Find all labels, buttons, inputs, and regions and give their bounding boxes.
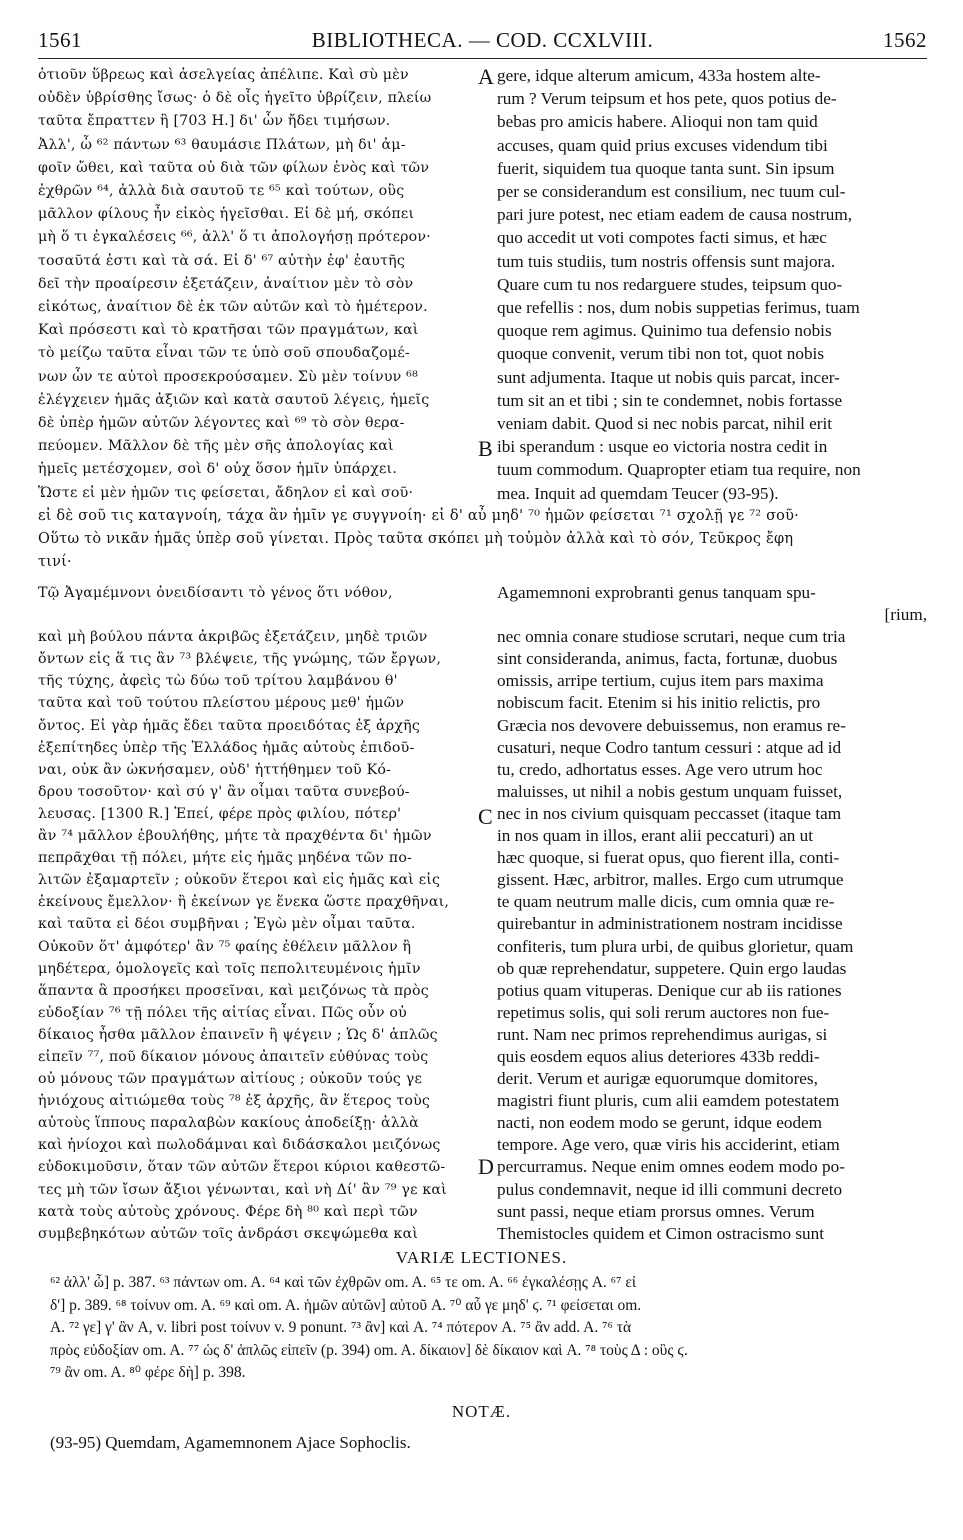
latin-line: per se considerandum est consilium, nec tuum cul-	[497, 182, 846, 202]
greek-line: λιτῶν ἐξαμαρτεῖν ; οὐκοῦν ἕτεροι καὶ εἰς ἡμᾶς καὶ εἰς	[38, 872, 441, 889]
greek-line: τες μὴ τῶν ἴσων ἄξιοι γένωνται, καὶ νὴ Δί' ἂν ⁷⁹ γε καὶ	[38, 1181, 447, 1198]
latin-line: sint consideranda, animus, facta, fortunæ, duobus	[497, 649, 838, 669]
greek-line: καὶ ἡνίοχοι καὶ πωλοδάμναι καὶ διδάσκαλοι μειζόνως	[38, 1137, 441, 1154]
full-width-line: τινί·	[38, 554, 72, 570]
latin-line: te quam neutrum malle dicis, cum omnia quæ re-	[497, 892, 835, 912]
latin-line: percurramus. Neque enim omnes eodem modo po-	[497, 1157, 845, 1177]
greek-line: δρου τοσοῦτον· καὶ σύ γ' ἂν οἶμαι ταῦτα συνεβού-	[38, 783, 410, 800]
greek-line: ταῦτα ἔπραττεν ἢ [703 H.] δι' ὧν ἤδει τιμήσων.	[38, 113, 391, 130]
greek-line: οὐδὲν ὑβρίσθης ἴσως· ὁ δὲ οἷς ἡγεῖτο ὑβρίζειν, πλείω	[38, 90, 432, 107]
full-width-line: Οὕτω τὸ νικᾶν ἡμᾶς ὑπὲρ σοῦ γίνεται. Πρὸς ταῦτα σκόπει μὴ τοὐμὸν ἀλλὰ καὶ τὸ σόν, Τεῦκρος ἔφη	[38, 531, 794, 547]
latin-line: nec in nos civium quisquam peccasset (itaque tam	[497, 803, 842, 823]
greek-line: καὶ ταῦτα εἰ δέοι συμβῆναι ; Ἐγὼ μὲν οἶμαι ταῦτα.	[38, 916, 416, 933]
greek-line: ἂν ⁷⁴ μᾶλλον ἐβουλήθης, μήτε τὰ πραχθέντα δι' ἡμῶν	[38, 828, 432, 845]
greek-column-top	[38, 64, 478, 505]
greek-line: τῆς τύχης, ἀφεὶς τὼ δύω τοῦ τρίτου λαμβάνου θ'	[38, 673, 398, 690]
latin-line: sunt adjumenta. Itaque ut nobis quis parcat, incer-	[497, 367, 840, 387]
greek-line: ὁτιοῦν ὕβρεως καὶ ἀσελγείας ἀπέλιπε. Καὶ σὺ μὲν	[38, 67, 409, 83]
greek-line: ταῦτα καὶ τοῦ τούτου πλείστου μέρους μεθ' ἡμῶν	[38, 695, 405, 712]
latin-line: mea. Inquit ad quemdam Teucer (93-95).	[497, 483, 779, 503]
latin-line: gissent. Hæc, arbitror, malles. Ergo cum utrumque	[497, 870, 844, 890]
right-page-number: 1562	[883, 28, 927, 52]
greek-line	[38, 604, 478, 626]
greek-line: μᾶλλον φίλους ἦν εἰκὸς ἡγεῖσθαι. Εἰ δὲ μή, σκόπει	[38, 206, 415, 223]
latin-line: runt. Nam nec primos reprehendimus aurigas, si	[497, 1024, 828, 1044]
latin-line: accuses, quam quid prius excuses videndum tibi	[497, 135, 828, 155]
latin-line: Themistocles quidem et Cimon ostracismo sunt	[497, 1223, 824, 1243]
greek-line: ἐλέγχειεν ἡμᾶς ἀξιῶν καὶ κατὰ σαυτοῦ λέγεις, ἡμεῖς	[38, 391, 430, 408]
greek-line: λευσας. [1300 R.] Ἐπεί, φέρε πρὸς φιλίου, πότερ'	[38, 805, 402, 822]
latin-line: in nos quam in illos, erant alii peccaturi) an ut	[497, 826, 813, 846]
latin-line: quirebantur in administrationem nostram incidisse	[497, 914, 843, 934]
latin-line: rum ? Verum teipsum et hos pete, quos potius de-	[497, 89, 837, 109]
greek-line: ἐξεπίτηδες ὑπὲρ τῆς Ἑλλάδος ἡμᾶς αὐτοὺς ἐπιδοῦ-	[38, 739, 415, 756]
greek-line: εἰπεῖν ⁷⁷, ποῦ δίκαιον μόνους ἀπαιτεῖν εὐθύνας τοὺς	[38, 1048, 429, 1065]
latin-line: ob quæ reprehendatur, suppetere. Quin ergo laudas	[497, 958, 847, 978]
latin-line: cusaturi, neque Codro tantum cessuri : atque ad id	[497, 737, 842, 757]
greek-line: μὴ ὅ τι ἐγκαλέσεις ⁶⁶, ἀλλ' ὅ τι ἀπολογήσῃ πρότερον·	[38, 229, 431, 246]
running-title: BIBLIOTHECA. — COD. CCXLVIII.	[311, 28, 654, 52]
margin-marker-c: C	[478, 804, 493, 829]
greek-line: καὶ μὴ βούλου πάντα ἀκριβῶς ἐξετάζειν, μηδὲ τριῶν	[38, 629, 428, 646]
variant-line: ⁷⁹ ἂν om. A. ⁸⁰ φέρε δὴ] p. 398.	[50, 1364, 246, 1381]
latin-line: tempore. Age vero, quæ viris his acciderint, etiam	[497, 1135, 840, 1155]
greek-line: ἐχθρῶν ⁶⁴, ἀλλὰ διὰ σαυτοῦ τε ⁶⁵ καὶ τούτων, οὓς	[38, 183, 405, 200]
latin-line: potius quam vituperas. Denique cur ab iis rationes	[497, 980, 842, 1000]
greek-line: ὄντων εἰς ἅ τις ἂν ⁷³ βλέψειε, τῆς γνώμης, τῶν ἔργων,	[38, 651, 442, 668]
greek-line: δεῖ τὴν προαίρεσιν ἐξετάζειν, ἀναίτιον μὲν τὸ σὸν	[38, 275, 414, 292]
greek-line: πεπρᾶχθαι τῇ πόλει, μήτε εἰς ἡμᾶς μηδένα τῶν πο-	[38, 850, 413, 867]
variants-title: VARIÆ LECTIONES.	[395, 1248, 568, 1267]
greek-line: εἰκότως, ἀναίτιον δὲ ἐκ τῶν αὐτῶν καὶ τὸ ἡμέτερον.	[38, 299, 428, 316]
latin-line: que refellis : nos, dum nobis suppetias ferimus, tuam	[497, 298, 860, 318]
latin-line: tum sit an et tibi ; sin te condemnet, nobis fortasse	[497, 390, 843, 410]
latin-line: quoque rem agimus. Quinimo tua defensio nobis	[497, 321, 832, 341]
greek-line: δὲ ὑπὲρ ἡμῶν αὐτῶν λέγοντες καὶ ⁶⁹ τὸ σὸν θερα-	[38, 415, 405, 432]
latin-line: tum tuis studiis, tum nostris offensis sunt majora.	[497, 251, 836, 271]
greek-line: δίκαιος ἦσθα μᾶλλον ἐπαινεῖν ἢ ψέγειν ; Ὡς δ' ἁπλῶς	[38, 1026, 438, 1043]
latin-line: fuerit, siquidem tua quoque tanta sunt. Sin ipsum	[497, 158, 835, 178]
left-page-number: 1561	[38, 28, 82, 52]
latin-line: quoque convenit, verum tibi non tot, quot nobis	[497, 344, 825, 364]
greek-line: ἡνιόχους αἰτιώμεθα τοὺς ⁷⁸ ἐξ ἀρχῆς, ἂν ἕτερος τοὺς	[38, 1093, 431, 1110]
latin-line: ibi sperandum : usque eo victoria nostra cedit in	[497, 437, 828, 457]
latin-line: sunt passi, neque etiam prorsus omnes. Verum	[497, 1201, 815, 1221]
margin-marker-b: B	[478, 436, 493, 461]
greek-column-bottom	[38, 582, 478, 1245]
latin-line: nacti, non eodem modo se gerunt, idque eodem	[497, 1113, 823, 1133]
variant-readings	[50, 1272, 927, 1385]
latin-line: nec omnia conare studiose scrutari, neque cum tria	[497, 627, 846, 647]
latin-line: Græcia nos devovere debuissemus, non eramus re-	[497, 715, 846, 735]
latin-line: magistri fiunt pluris, cum alii eamdem potestatem	[497, 1091, 840, 1111]
greek-line: οὐ μόνους τῶν πραγμάτων αἰτίους ; οὐκοῦν τούς γε	[38, 1071, 423, 1088]
greek-line: φοῖν ὤθει, καὶ ταῦτα οὐ διὰ τῶν φίλων ἑνὸς καὶ τῶν	[38, 159, 430, 176]
latin-column-bottom	[497, 582, 927, 1245]
latin-line: tu, credo, adhortatus esses. Age vero utrum hoc	[497, 759, 823, 779]
latin-line: omissis, arripe tertium, cujus item pars maxima	[497, 671, 824, 691]
variant-line: ⁶² ἀλλ' ὦ] p. 387. ⁶³ πάντων om. A. ⁶⁴ καὶ τῶν ἐχθρῶν om. A. ⁶⁵ τε om. A. ⁶⁶ ἐγκαλέσῃς A. ⁶⁷ εἰ	[50, 1274, 637, 1291]
latin-line: repetimus solis, qui soli rerum auctores non fue-	[497, 1002, 830, 1022]
latin-line: veniam dabit. Quod si nec nobis parcat, nihil erit	[497, 414, 833, 434]
greek-line: Οὐκοῦν ὅτ' ἀμφότερ' ἂν ⁷⁵ φαίης ἐθέλειν μᾶλλον ἢ	[38, 938, 412, 955]
greek-line: Τῷ Ἀγαμέμνονι ὀνειδίσαντι τὸ γένος ὅτι νόθον,	[38, 585, 393, 601]
latin-line: derit. Verum et aurigæ equorumque domitores,	[497, 1069, 818, 1089]
latin-column-top	[497, 64, 927, 505]
variant-line: πρὸς εὐδοξίαν om. A. ⁷⁷ ὡς δ' ἁπλῶς εἰπεῖν (p. 394) om. A. δίκαιον] δὲ δίκαιον καὶ A. ⁷⁸ τοὺς Δ : οὓς ϛ.	[50, 1341, 688, 1359]
full-width-line: εἰ δὲ σοῦ τις καταγνοίη, τάχα ἂν ἡμῖν γε συγγνοίη· εἰ δ' αὖ μηδ' ⁷⁰ ἡμῶν φείσεται ⁷¹ σχολῇ γε ⁷² σοῦ·	[38, 508, 799, 524]
page-header	[38, 28, 927, 56]
greek-line: εὐδοκιμοῦσιν, ὅταν τῶν αὐτῶν ἕτεροι κύριοι καθεστῶ-	[38, 1159, 446, 1176]
greek-line: εὐδοξίαν ⁷⁶ τῇ πόλει τῆς αἰτίας εἶναι. Πῶς οὖν οὐ	[38, 1004, 407, 1021]
greek-line: τοσαῦτά ἐστι καὶ τὰ σά. Εἰ δ' ⁶⁷ αὐτὴν ἐφ' ἑαυτῆς	[38, 252, 406, 269]
greek-line: νων ὧν τε αὐτοὶ προσεκρούσαμεν. Σὺ μὲν τοίνυν ⁶⁸	[38, 368, 418, 385]
latin-line: confiteris, tum plura urbi, de quibus glorietur, quam	[497, 936, 854, 956]
notes-title: NOTÆ.	[451, 1402, 512, 1421]
latin-line: gere, idque alterum amicum, 433a hostem alte-	[497, 66, 821, 85]
greek-line: Ὥστε εἰ μὲν ἡμῶν τις φείσεται, ἄδηλον εἰ καὶ σοῦ·	[38, 484, 414, 501]
greek-line: κατὰ τοὺς αὐτοὺς χρόνους. Φέρε δὴ ⁸⁰ καὶ περὶ τῶν	[38, 1203, 418, 1220]
margin-marker-d: D	[478, 1154, 494, 1179]
variant-line: δ'] p. 389. ⁶⁸ τοίνυν om. A. ⁶⁹ καὶ om. A. ἡμῶν αὐτῶν] αὐτοῦ A. ⁷⁰ αὖ γε μηδ' ϛ. ⁷¹ φείσεται om.	[50, 1296, 642, 1314]
latin-line: Agamemnoni exprobranti genus tanquam spu-	[497, 583, 816, 602]
latin-line: maluisses, ut nihil a nobis gestum unquam fuisset,	[497, 781, 843, 801]
margin-marker-a: A	[478, 64, 494, 89]
greek-line: ναι, οὐκ ἂν ὠκνήσαμεν, οὐδ' ἡττήθημεν τοῦ Κό-	[38, 761, 392, 778]
latin-line: nobiscum facit. Etenim si his initio relictis, pro	[497, 693, 821, 713]
greek-line: ἡμεῖς μετέσχομεν, σοὶ δ' οὐχ ὅσον ἡμῖν ὑπάρχει.	[38, 461, 398, 478]
greek-line: ὄντος. Εἰ γὰρ ἡμᾶς ἔδει ταῦτα προειδότας ἐξ ἀρχῆς	[38, 717, 420, 734]
greek-line: αὐτοὺς ἵππους παραλαβὼν κακίους ἀποδείξῃ· ἀλλὰ	[38, 1115, 419, 1132]
latin-line: bebas pro amicis habere. Alioqui non tam quid	[497, 112, 818, 132]
greek-line: πεύομεν. Μᾶλλον δὲ τῆς μὲν σῆς ἀπολογίας καὶ	[38, 438, 394, 455]
greek-line: Ἀλλ', ὦ ⁶² πάντων ⁶³ θαυμάσιε Πλάτων, μὴ δι' ἀμ-	[38, 136, 406, 153]
greek-line: ἅπαντα ἃ προσήκει προσεῖναι, καὶ μειζόνως τὰ πρὸς	[38, 982, 429, 999]
header-rule	[38, 58, 927, 59]
latin-line: pari jure potest, nec etiam eadem de causa nostrum,	[497, 205, 853, 225]
latin-line: pulus condemnavit, neque id illi communi decreto	[497, 1179, 843, 1199]
greek-line: συμβεβηκότων αὐτῶν τοῖς ἀνδράσι σκεψώμεθα καὶ	[38, 1225, 419, 1242]
latin-line: tuum commodum. Quapropter etiam tua require, non	[497, 460, 861, 480]
latin-line: quo accedit ut voti compotes facti simus, et hæc	[497, 228, 827, 248]
latin-line: [rium,	[884, 605, 927, 625]
variant-line: A. ⁷² γε] γ' ἂν A, v. libri post τοίνυν v. 9 ponunt. ⁷³ ἂν] καὶ A. ⁷⁴ πότερον A. ⁷⁵ ἂν add. A. ⁷⁶ τὰ	[50, 1319, 632, 1336]
greek-line: Καὶ πρόσεστι καὶ τὸ κρατῆσαι τῶν πραγμάτων, καὶ	[38, 322, 419, 339]
greek-line: ἐκείνους ἔμελλον· ἢ ἐκείνων γε ἕνεκα ὥστε πραχθῆναι,	[38, 894, 450, 911]
latin-line: hæc quoque, si fuerat opus, quo fierent illa, conti-	[497, 848, 840, 868]
greek-line: μηδέτερα, ὁμολογεῖς καὶ τοῖς πεπολιτευμένοις ἡμῖν	[38, 960, 421, 977]
latin-line: Quare cum tu nos redarguere studes, teipsum quo-	[497, 274, 843, 294]
note-text: (93-95) Quemdam, Agamemnonem Ajace Sophoclis.	[50, 1433, 411, 1452]
latin-line: quis eosdem equos alius deteriores 433b reddi-	[497, 1046, 820, 1066]
greek-line: τὸ μείζω ταῦτα εἶναι τῶν τε ὑπὸ σοῦ σπουδαζομέ-	[38, 345, 410, 362]
